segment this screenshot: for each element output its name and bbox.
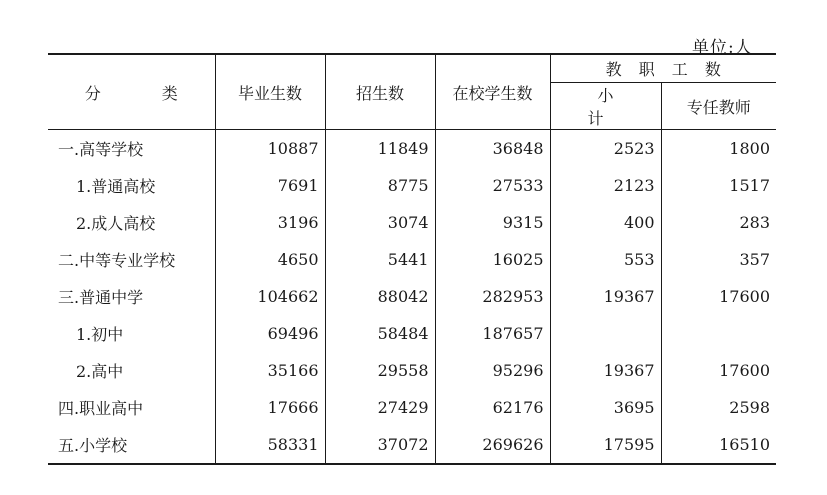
cell-fulltime-teachers: 357 [661,241,776,278]
cell-in-school: 62176 [435,389,550,426]
cell-enrollment: 8775 [325,167,435,204]
table-row [48,426,776,464]
row-label: 1.初中 [76,325,124,344]
cell-graduates: 35166 [215,352,325,389]
cell-graduates: 4650 [215,241,325,278]
cell-in-school: 27533 [435,167,550,204]
cell-graduates: 104662 [215,278,325,315]
table-row [48,352,776,389]
cell-fulltime-teachers: 17600 [661,278,776,315]
cell-fulltime-teachers: 17600 [661,352,776,389]
header-staff: 教 职 工 数 [550,54,776,83]
cell-fulltime-teachers [661,315,776,352]
table-row [48,167,776,204]
row-label: 三.普通中学 [58,288,144,307]
cell-staff-subtotal: 19367 [550,278,661,315]
cell-enrollment: 58484 [325,315,435,352]
table-body [48,130,776,465]
header-graduates: 毕业生数 [215,54,325,130]
cell-fulltime-teachers: 283 [661,204,776,241]
row-label: 2.成人高校 [76,214,156,233]
table-row [48,315,776,352]
unit-label: 单位:人 [692,38,753,58]
cell-in-school: 9315 [435,204,550,241]
header-category: 分 类 [48,54,215,130]
table-row [48,130,776,168]
table-row [48,241,776,278]
cell-graduates: 10887 [215,130,325,168]
cell-staff-subtotal: 17595 [550,426,661,464]
table-row [48,204,776,241]
cell-staff-subtotal: 553 [550,241,661,278]
header-enrollment: 招生数 [325,54,435,130]
row-label: 二.中等专业学校 [58,251,176,270]
cell-in-school: 36848 [435,130,550,168]
education-statistics-table [48,53,776,465]
cell-graduates: 7691 [215,167,325,204]
cell-staff-subtotal: 19367 [550,352,661,389]
row-label: 一.高等学校 [58,140,144,159]
cell-fulltime-teachers: 2598 [661,389,776,426]
cell-staff-subtotal: 3695 [550,389,661,426]
row-label: 2.高中 [76,362,124,381]
cell-fulltime-teachers: 1800 [661,130,776,168]
cell-fulltime-teachers: 1517 [661,167,776,204]
cell-in-school: 282953 [435,278,550,315]
cell-enrollment: 37072 [325,426,435,464]
cell-graduates: 69496 [215,315,325,352]
cell-enrollment: 5441 [325,241,435,278]
cell-staff-subtotal [550,315,661,352]
cell-in-school: 16025 [435,241,550,278]
row-label: 四.职业高中 [58,399,144,418]
cell-graduates: 58331 [215,426,325,464]
cell-enrollment: 11849 [325,130,435,168]
cell-staff-subtotal: 400 [550,204,661,241]
cell-enrollment: 27429 [325,389,435,426]
row-label: 1.普通高校 [76,177,156,196]
cell-staff-subtotal: 2123 [550,167,661,204]
table-row [48,278,776,315]
cell-in-school: 269626 [435,426,550,464]
cell-enrollment: 3074 [325,204,435,241]
row-label: 五.小学校 [48,426,215,464]
cell-enrollment: 29558 [325,352,435,389]
table-header [48,54,776,130]
table-row [48,389,776,426]
header-in-school: 在校学生数 [435,54,550,130]
header-fulltime-teachers: 专任教师 [661,83,776,130]
cell-graduates: 3196 [215,204,325,241]
header-staff-subtotal: 小 计 [550,83,661,130]
cell-fulltime-teachers: 16510 [661,426,776,464]
cell-enrollment: 88042 [325,278,435,315]
cell-in-school: 187657 [435,315,550,352]
cell-staff-subtotal: 2523 [550,130,661,168]
cell-in-school: 95296 [435,352,550,389]
cell-graduates: 17666 [215,389,325,426]
